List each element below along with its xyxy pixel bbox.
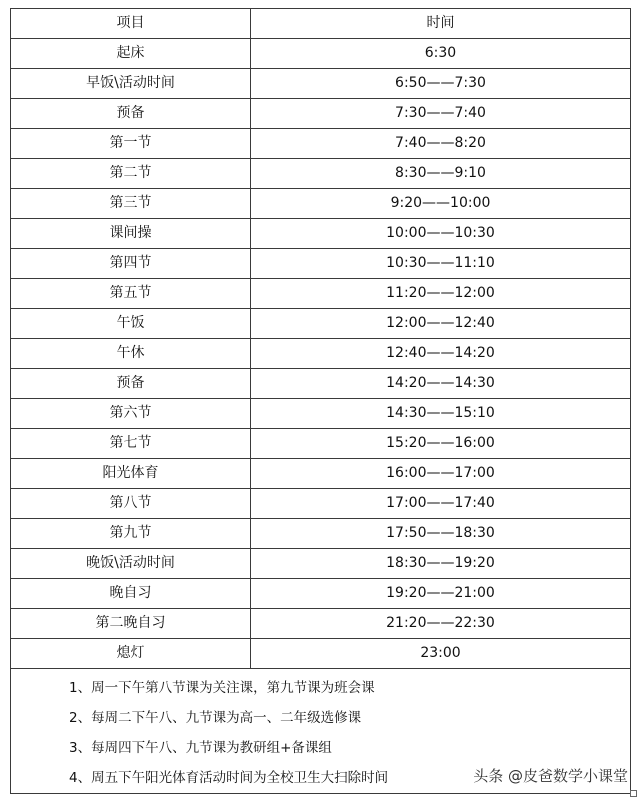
row-time: 12:00——12:40 xyxy=(251,309,631,339)
row-item: 晚饭\活动时间 xyxy=(11,549,251,579)
row-item: 第二晚自习 xyxy=(11,609,251,639)
table-row xyxy=(11,129,631,159)
table-row xyxy=(11,369,631,399)
table-row xyxy=(11,429,631,459)
row-time: 10:00——10:30 xyxy=(251,219,631,249)
row-time: 15:20——16:00 xyxy=(251,429,631,459)
row-item: 课间操 xyxy=(11,219,251,249)
table-row xyxy=(11,579,631,609)
row-time: 7:30——7:40 xyxy=(251,99,631,129)
row-time: 14:20——14:30 xyxy=(251,369,631,399)
row-time: 18:30——19:20 xyxy=(251,549,631,579)
row-time: 21:20——22:30 xyxy=(251,609,631,639)
table-row xyxy=(11,279,631,309)
row-time: 17:00——17:40 xyxy=(251,489,631,519)
table-row xyxy=(11,189,631,219)
row-time: 16:00——17:00 xyxy=(251,459,631,489)
row-item: 第三节 xyxy=(11,189,251,219)
row-item: 晚自习 xyxy=(11,579,251,609)
row-time: 12:40——14:20 xyxy=(251,339,631,369)
row-time: 8:30——9:10 xyxy=(251,159,631,189)
row-item: 第一节 xyxy=(11,129,251,159)
table-row xyxy=(11,159,631,189)
table-row xyxy=(11,249,631,279)
note-2: 2、每周二下午八、九节课为高一、二年级选修课 xyxy=(69,710,362,726)
table-row xyxy=(11,549,631,579)
table-row xyxy=(11,489,631,519)
table-row xyxy=(11,219,631,249)
row-time: 19:20——21:00 xyxy=(251,579,631,609)
row-item: 熄灯 xyxy=(11,639,251,669)
header-time: 时间 xyxy=(251,9,631,39)
row-item: 阳光体育 xyxy=(11,459,251,489)
row-time: 23:00 xyxy=(251,639,631,669)
row-time: 11:20——12:00 xyxy=(251,279,631,309)
row-time: 9:20——10:00 xyxy=(251,189,631,219)
table-row xyxy=(11,639,631,669)
table-row xyxy=(11,519,631,549)
table-row xyxy=(11,39,631,69)
table-row xyxy=(11,99,631,129)
table-row xyxy=(11,309,631,339)
row-time: 10:30——11:10 xyxy=(251,249,631,279)
row-item: 早饭\活动时间 xyxy=(11,69,251,99)
table-row xyxy=(11,459,631,489)
row-time: 14:30——15:10 xyxy=(251,399,631,429)
row-item: 第九节 xyxy=(11,519,251,549)
corner-mark xyxy=(630,790,637,797)
schedule-body xyxy=(11,39,631,669)
table-row xyxy=(11,399,631,429)
row-time: 6:50——7:30 xyxy=(251,69,631,99)
row-item: 午饭 xyxy=(11,309,251,339)
note-4: 4、周五下午阳光体育活动时间为全校卫生大扫除时间 xyxy=(69,770,389,786)
row-item: 预备 xyxy=(11,369,251,399)
row-item: 第四节 xyxy=(11,249,251,279)
row-time: 6:30 xyxy=(251,39,631,69)
note-1: 1、周一下午第八节课为关注课，第九节课为班会课 xyxy=(69,680,375,696)
row-item: 第五节 xyxy=(11,279,251,309)
row-item: 第二节 xyxy=(11,159,251,189)
schedule-table xyxy=(10,8,631,794)
table-row xyxy=(11,69,631,99)
note-3: 3、每周四下午八、九节课为教研组+备课组 xyxy=(69,740,332,756)
header-item: 项目 xyxy=(11,9,251,39)
table-row xyxy=(11,609,631,639)
header-row xyxy=(11,9,631,39)
watermark: 头条 @皮爸数学小课堂 xyxy=(473,767,628,785)
table-row xyxy=(11,339,631,369)
row-item: 午休 xyxy=(11,339,251,369)
row-time: 7:40——8:20 xyxy=(251,129,631,159)
row-time: 17:50——18:30 xyxy=(251,519,631,549)
row-item: 第六节 xyxy=(11,399,251,429)
row-item: 第七节 xyxy=(11,429,251,459)
row-item: 预备 xyxy=(11,99,251,129)
row-item: 起床 xyxy=(11,39,251,69)
row-item: 第八节 xyxy=(11,489,251,519)
